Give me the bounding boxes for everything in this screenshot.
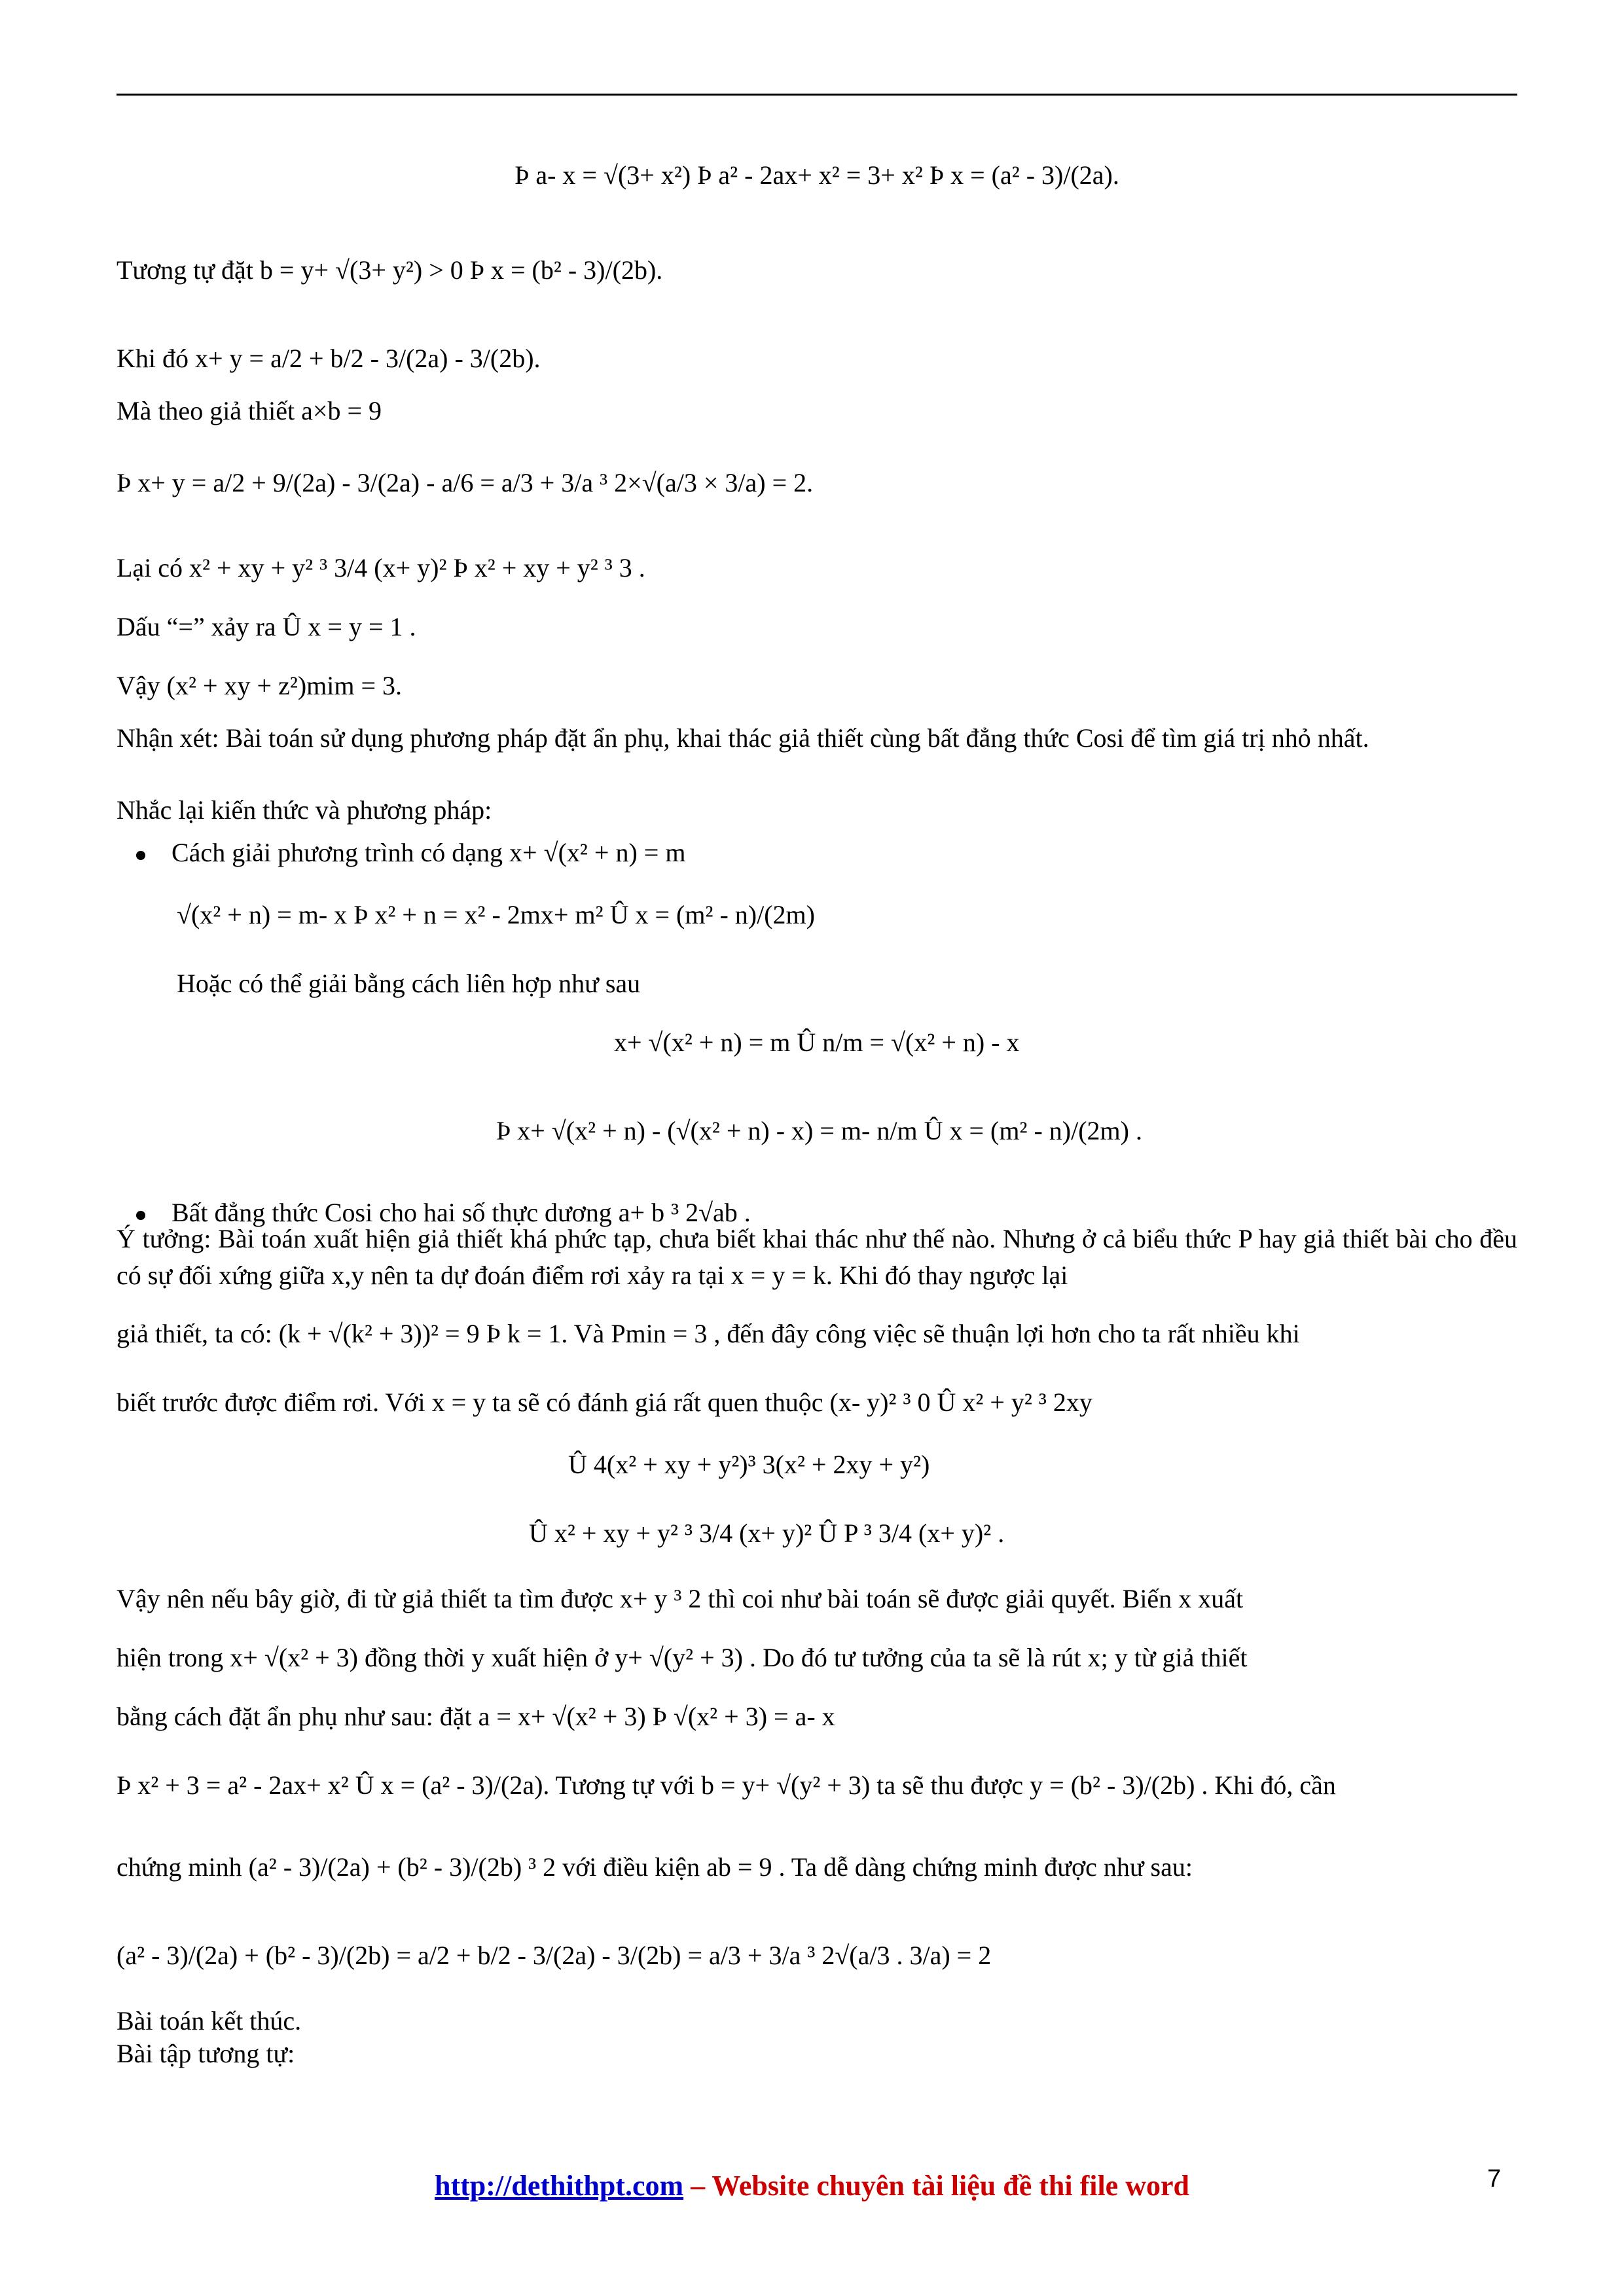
header-rule bbox=[117, 94, 1517, 96]
text-line: giả thiết, ta có: (k + √(k² + 3))² = 9 Þ k = 1. Và Pmin = 3 , đến đây công việc sẽ thuận lợi hơn cho ta rất nhiều khi bbox=[117, 1319, 1300, 1348]
text-line: Nhắc lại kiến thức và phương pháp: bbox=[117, 795, 492, 825]
text-line: biết trước được điểm rơi. Với x = y ta sẽ có đánh giá rất quen thuộc (x- y)² ³ 0 Û x² + y² ³ 2xy bbox=[117, 1388, 1092, 1417]
list-item-text: Bất đẳng thức Cosi cho hai số thực dương a+ b ³ 2√ab . bbox=[171, 1198, 751, 1227]
footer-tagline: – Website chuyên tài liệu đề thi file word bbox=[683, 2170, 1189, 2202]
bullet-icon bbox=[136, 851, 145, 860]
equation-line: x+ √(x² + n) = m Û n/m = √(x² + n) - x bbox=[614, 1028, 1020, 1057]
equation-line: Þ x+ y = a/2 + 9/(2a) - 3/(2a) - a/6 = a/3 + 3/a ³ 2×√(a/3 × 3/a) = 2. bbox=[117, 468, 814, 497]
idea-paragraph: Ý tưởng: Bài toán xuất hiện giả thiết khá phức tạp, chưa biết khai thác như thế nào. Nhưng ở cả biểu thức P hay giả thiết bài cho đều có sự đối xứng giữa x,y nên ta dự đoán điểm rơi xảy ra tại x = y = k. Khi đó thay ngược lại bbox=[117, 1224, 1517, 1290]
equation-line: Û 4(x² + xy + y²)³ 3(x² + 2xy + y²) bbox=[568, 1450, 930, 1479]
text-line: chứng minh (a² - 3)/(2a) + (b² - 3)/(2b) ³ 2 với điều kiện ab = 9 . Ta dễ dàng chứng minh được như sau: bbox=[117, 1852, 1193, 1882]
remark-paragraph: Nhận xét: Bài toán sử dụng phương pháp đặt ẩn phụ, khai thác giả thiết cùng bất đẳng thức Cosi để tìm giá trị nhỏ nhất. bbox=[117, 723, 1369, 753]
text-line: Mà theo giả thiết a×b = 9 bbox=[117, 396, 382, 425]
text-line: Hoặc có thể giải bằng cách liên hợp như sau bbox=[177, 969, 641, 998]
text-line: Lại có x² + xy + y² ³ 3/4 (x+ y)² Þ x² + xy + y² ³ 3 . bbox=[117, 553, 645, 583]
text-line: Tương tự đặt b = y+ √(3+ y²) > 0 Þ x = (b² - 3)/(2b). bbox=[117, 255, 663, 285]
bullet-icon bbox=[136, 1211, 145, 1220]
page-footer bbox=[0, 2169, 1624, 2202]
equation-line: √(x² + n) = m- x Þ x² + n = x² - 2mx+ m² Û x = (m² - n)/(2m) bbox=[177, 900, 815, 929]
website-link[interactable]: http://dethithpt.com bbox=[435, 2170, 684, 2202]
text-line: hiện trong x+ √(x² + 3) đồng thời y xuất hiện ở y+ √(y² + 3) . Do đó tư tưởng của ta sẽ là rút x; y từ giả thiết bbox=[117, 1643, 1248, 1672]
equation-line: Þ x+ √(x² + n) - (√(x² + n) - x) = m- n/m Û x = (m² - n)/(2m) . bbox=[496, 1116, 1142, 1145]
text-line: Bài tập tương tự: bbox=[117, 2039, 295, 2068]
text-line: Vậy nên nếu bây giờ, đi từ giả thiết ta tìm được x+ y ³ 2 thì coi như bài toán sẽ được giải quyết. Biến x xuất bbox=[117, 1584, 1244, 1613]
text-line: bằng cách đặt ẩn phụ như sau: đặt a = x+ √(x² + 3) Þ √(x² + 3) = a- x bbox=[117, 1702, 835, 1731]
text-line: Khi đó x+ y = a/2 + b/2 - 3/(2a) - 3/(2b). bbox=[117, 344, 541, 373]
page-number: 7 bbox=[1487, 2165, 1502, 2193]
list-item-text: Cách giải phương trình có dạng x+ √(x² + n) = m bbox=[171, 838, 686, 867]
equation-line: (a² - 3)/(2a) + (b² - 3)/(2b) = a/2 + b/2 - 3/(2a) - 3/(2b) = a/3 + 3/a ³ 2√(a/3 . 3/a) = 2 bbox=[117, 1941, 992, 1970]
list-item bbox=[136, 834, 685, 871]
text-line: Bài toán kết thúc. bbox=[117, 2006, 302, 2036]
equation-line: Û x² + xy + y² ³ 3/4 (x+ y)² Û P ³ 3/4 (x+ y)² . bbox=[529, 1518, 1005, 1548]
text-line: Vậy (x² + xy + z²)mim = 3. bbox=[117, 671, 403, 700]
text-line: Dấu “=” xảy ra Û x = y = 1 . bbox=[117, 612, 416, 641]
text-line: Þ x² + 3 = a² - 2ax+ x² Û x = (a² - 3)/(2a). Tương tự với b = y+ √(y² + 3) ta sẽ thu được y = (b² - 3)/(2b) . Khi đó, cần bbox=[117, 1770, 1336, 1800]
equation-line: Þ a- x = √(3+ x²) Þ a² - 2ax+ x² = 3+ x² Þ x = (a² - 3)/(2a). bbox=[514, 160, 1119, 190]
